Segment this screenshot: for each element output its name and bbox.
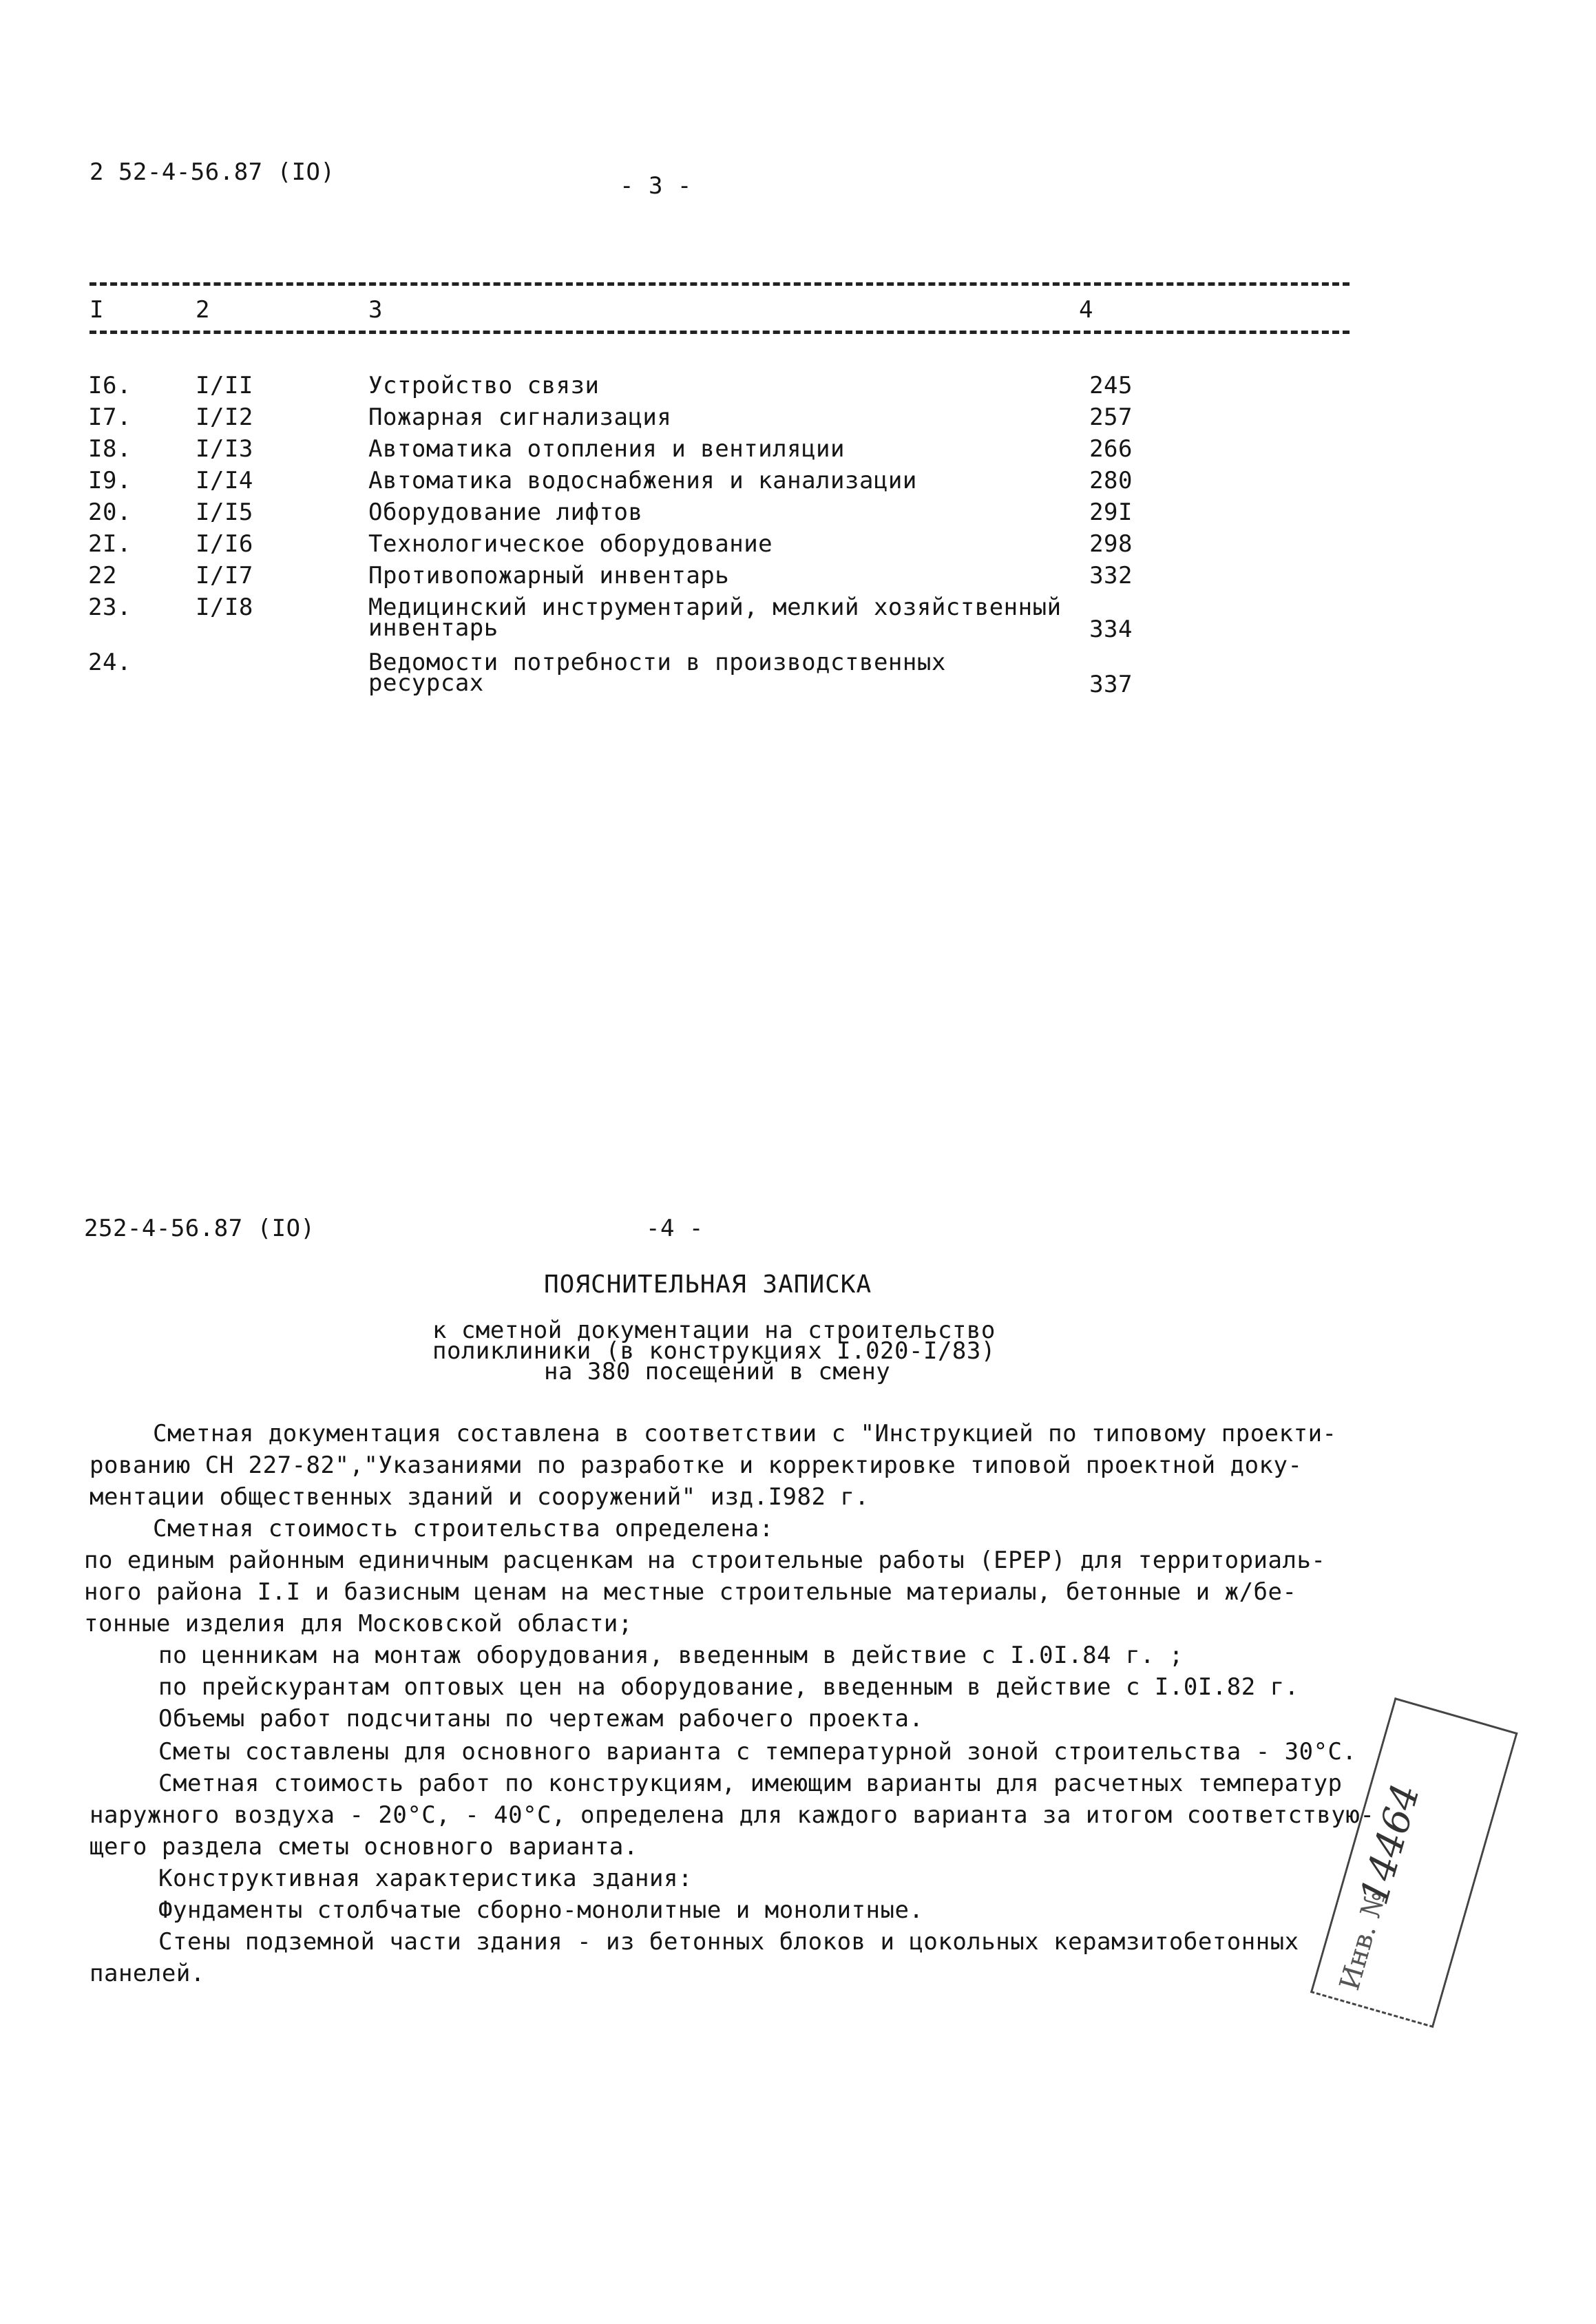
body-line: Фундаменты столбчатые сборно-монолитные и монолитные. xyxy=(158,1896,924,1924)
page4-doc-code: 252-4-56.87 (IO) xyxy=(84,1215,315,1242)
page3-doc-code: 2 52-4-56.87 (IO) xyxy=(90,158,335,186)
row-page: 332 xyxy=(1089,562,1133,589)
row-page: 257 xyxy=(1089,404,1133,431)
row-number: 20. xyxy=(88,499,132,526)
subheading-line: поликлиники (в конструкциях I.020-I/83) xyxy=(432,1337,996,1365)
table-top-rule xyxy=(90,282,1350,286)
row-page: 29I xyxy=(1089,499,1133,526)
body-line: ного района I.I и базисным ценам на местные строительные материалы, бетонные и ж/бе- xyxy=(84,1578,1297,1606)
body-line: щего раздела сметы основного варианта. xyxy=(90,1833,638,1861)
body-line: Стены подземной части здания - из бетонных блоков и цокольных керамзитобетонных xyxy=(158,1928,1299,1956)
subheading-line: на 380 посещений в смену xyxy=(544,1358,891,1385)
row-title: Пожарная сигнализация xyxy=(368,404,672,431)
page3-page-number: - 3 - xyxy=(620,172,692,200)
subheading-line: к сметной документации на строительство xyxy=(432,1317,996,1344)
body-line: Сметы составлены для основного варианта с температурной зоной строительства - 30°С. xyxy=(158,1738,1357,1766)
row-title: Автоматика водоснабжения и канализации xyxy=(368,467,917,494)
body-line: ментации общественных зданий и сооружений" изд.I982 г. xyxy=(90,1483,870,1511)
row-number: I8. xyxy=(88,435,132,463)
row-title: Устройство связи xyxy=(368,372,600,399)
row-number: I6. xyxy=(88,372,132,399)
body-line: Сметная документация составлена в соответствии с "Инструкцией по типовому проекти- xyxy=(153,1420,1337,1447)
row-code: I/I3 xyxy=(196,435,253,463)
column-header-1: I xyxy=(90,296,104,324)
body-line: Сметная стоимость работ по конструкциям, имеющим варианты для расчетных температур xyxy=(158,1770,1343,1797)
body-line: панелей. xyxy=(90,1960,205,1987)
row-title: Медицинский инструментарий, мелкий хозяйственный xyxy=(368,594,1062,621)
column-header-2: 2 xyxy=(196,296,210,324)
row-code: I/I2 xyxy=(196,404,253,431)
row-title: Противопожарный инвентарь xyxy=(368,562,730,589)
note-heading: ПОЯСНИТЕЛЬНАЯ ЗАПИСКА xyxy=(544,1270,872,1299)
row-title: Технологическое оборудование xyxy=(368,530,773,558)
stamp-handwritten-number: 14464 xyxy=(1352,1779,1429,1910)
row-number: I9. xyxy=(88,467,132,494)
inventory-stamp xyxy=(1224,1779,1571,2053)
body-line: Конструктивная характеристика здания: xyxy=(158,1865,693,1892)
row-code: I/I7 xyxy=(196,562,253,589)
row-code: I/I6 xyxy=(196,530,253,558)
body-line: по ценникам на монтаж оборудования, введенным в действие с I.0I.84 г. ; xyxy=(158,1642,1184,1669)
row-page: 298 xyxy=(1089,530,1133,558)
row-title: Оборудование лифтов xyxy=(368,499,643,526)
body-line: наружного воздуха - 20°С, - 40°С, определена для каждого варианта за итогом соответствую- xyxy=(90,1801,1375,1829)
row-number: 23. xyxy=(88,594,132,621)
stamp-label: Инв. № xyxy=(1334,1887,1393,1994)
row-number: I7. xyxy=(88,404,132,431)
body-line: Объемы работ подсчитаны по чертежам рабочего проекта. xyxy=(158,1705,924,1732)
row-page: 337 xyxy=(1089,671,1133,698)
body-line: по единым районным единичным расценкам на строительные работы (ЕРЕР) для территориаль- xyxy=(84,1547,1326,1574)
row-code: I/I8 xyxy=(196,594,253,621)
table-header-rule xyxy=(90,331,1350,334)
page4-page-number: -4 - xyxy=(646,1215,704,1242)
body-line: Сметная стоимость строительства определена: xyxy=(153,1515,774,1542)
row-page: 280 xyxy=(1089,467,1133,494)
row-code: I/II xyxy=(196,372,253,399)
row-title-cont: инвентарь xyxy=(368,614,498,642)
body-line: тонные изделия для Московской области; xyxy=(84,1610,633,1637)
row-title: Ведомости потребности в производственных xyxy=(368,649,946,676)
row-title: Автоматика отопления и вентиляции xyxy=(368,435,846,463)
row-number: 22 xyxy=(88,562,117,589)
row-code: I/I4 xyxy=(196,467,253,494)
column-header-3: 3 xyxy=(368,296,383,324)
row-page: 266 xyxy=(1089,435,1133,463)
row-page: 334 xyxy=(1089,616,1133,643)
row-title-cont: ресурсах xyxy=(368,669,484,697)
row-page: 245 xyxy=(1089,372,1133,399)
body-line: по прейскурантам оптовых цен на оборудование, введенным в действие с I.0I.82 г. xyxy=(158,1673,1299,1701)
row-number: 2I. xyxy=(88,530,132,558)
column-header-4: 4 xyxy=(1079,296,1093,324)
body-line: рованию СН 227-82","Указаниями по разработке и корректировке типовой проектной доку- xyxy=(90,1452,1303,1479)
row-number: 24. xyxy=(88,649,132,676)
row-code: I/I5 xyxy=(196,499,253,526)
